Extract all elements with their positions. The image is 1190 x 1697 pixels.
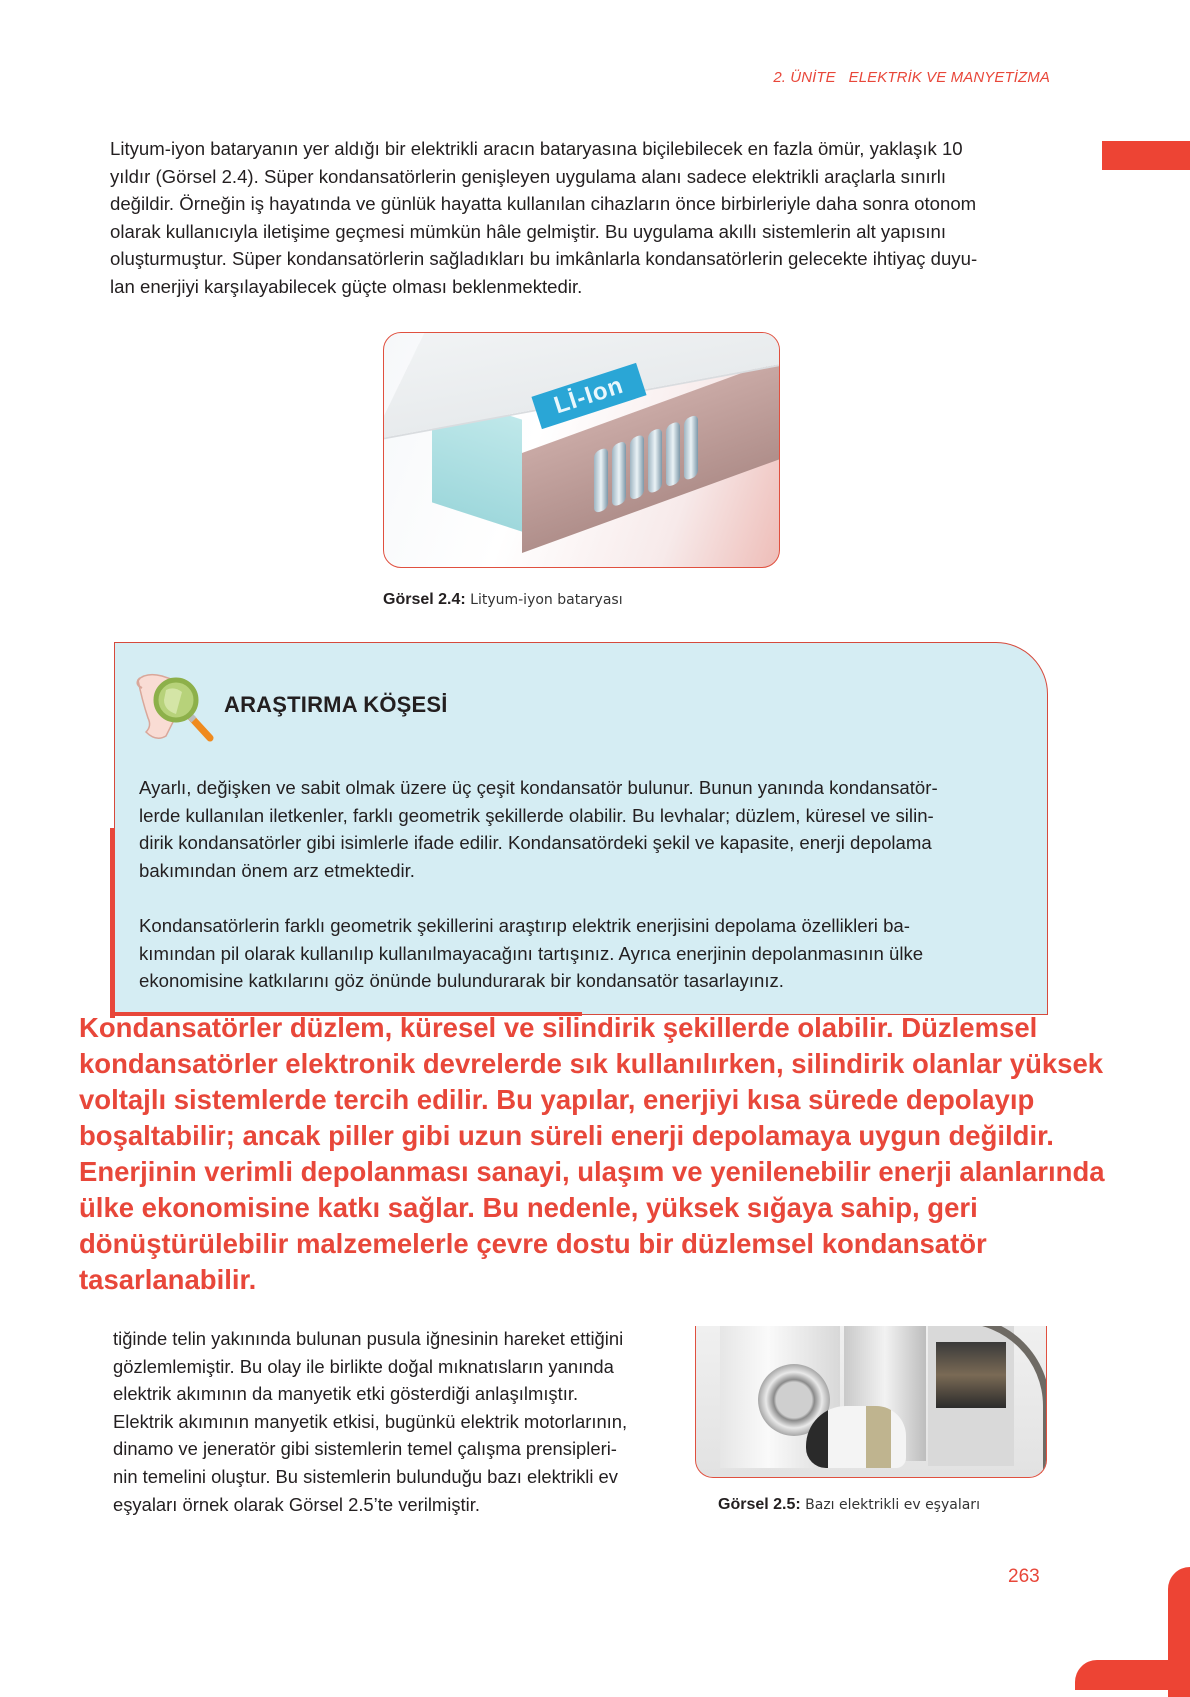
text-line: Lityum-iyon bataryanın yer aldığı bir elektrikli aracın bataryasına biçilebilecek en fazla ömür, yaklaşık 10	[110, 138, 963, 159]
home-appliances-image	[695, 1326, 1047, 1478]
text-line: kımından pil olarak kullanılıp kullanılmayacağını tartışınız. Ayrıca enerjinin depolanmasının ülke	[139, 942, 924, 964]
text-line: lerde kullanılan iletkenler, farklı geometrik şekillerde olabilir. Bu levhalar; düzlem, küresel ve silin-	[139, 804, 934, 826]
research-paragraph-1	[139, 774, 1039, 884]
answer-line: Enerjinin verimli depolanması sanayi, ulaşım ve yenilenebilir enerji alanlarında	[79, 1156, 1105, 1187]
text-line: tiğinde telin yakınında bulunan pusula iğnesinin hareket ettiğini	[113, 1328, 624, 1349]
running-head: 2. ÜNİTE ELEKTRİK VE MANYETİZMA	[773, 69, 1050, 86]
answer-line: ülke ekonomisine katkı sağlar. Bu nedenle, yüksek sığaya sahip, geri	[79, 1192, 978, 1223]
text-line: eşyaları örnek olarak Görsel 2.5’te verilmiştir.	[113, 1493, 480, 1515]
answer-line: dönüştürülebilir malzemelerle çevre dostu bir düzlemsel kondansatör	[79, 1228, 987, 1259]
text-line: değildir. Örneğin iş hayatında ve günlük hayatta kullanılan cihazların önce birbirleriyle daha sonra otonom	[110, 193, 977, 214]
caption-number: Görsel 2.4:	[383, 591, 466, 608]
research-corner-title: ARAŞTIRMA KÖŞESİ	[224, 692, 448, 717]
text-line: ekonomisine katkılarını göz önünde bulundurarak bir kondansatör tasarlayınız.	[139, 970, 784, 991]
page-number: 263	[1008, 1566, 1040, 1587]
lower-paragraph	[113, 1325, 683, 1518]
magnifier-scroll-icon	[132, 670, 218, 744]
answer-line: boşaltabilir; ancak piller gibi uzun süreli enerji depolamaya uygun değildir.	[79, 1120, 1054, 1151]
text-line: olarak kullanıcıyla iletişime geçmesi mümkün hâle gelmiştir. Bu uygulama akıllı sistemlerin alt yapısını	[110, 220, 947, 242]
text-line: nin temelini oluştur. Bu sistemlerin bulunduğu bazı elektrikli ev	[113, 1465, 618, 1487]
intro-paragraph	[110, 135, 1050, 300]
figure-caption	[718, 1496, 980, 1514]
text-line: gözlemlemiştir. Bu olay ile birlikte doğal mıknatısların yanında	[113, 1355, 614, 1377]
text-line: bakımından önem arz etmektedir.	[139, 859, 415, 881]
caption-text: Lityum-iyon bataryası	[465, 592, 623, 608]
answer-line: kondansatörler elektronik devrelerde sık kullanılırken, silindirik olanlar yüksek	[79, 1048, 1104, 1079]
corner-decoration	[1075, 1660, 1190, 1690]
text-line: yıldır (Görsel 2.4). Süper kondansatörlerin genişleyen uygulama alanı sadece elektrikli araçlarla sınırlı	[110, 165, 947, 187]
research-paragraph-2	[139, 912, 1039, 995]
vacuum-cleaner	[806, 1406, 906, 1468]
vacuum-hose	[896, 1326, 1047, 1478]
figure-caption	[383, 591, 623, 609]
text-line: elektrik akımının da manyetik etki gösterdiği anlaşılmıştır.	[113, 1383, 579, 1405]
text-line: dirik kondansatörler gibi isimlerle ifade edilir. Kondansatördeki şekil ve kapasite, enerji depolama	[139, 832, 932, 853]
li-ion-label: Lİ-Ion	[531, 363, 646, 429]
caption-number: Görsel 2.5:	[718, 1496, 801, 1513]
lithium-ion-battery-image	[383, 332, 780, 568]
caption-text: Bazı elektrikli ev eşyaları	[800, 1497, 980, 1513]
text-line: Elektrik akımının manyetik etkisi, bugünkü elektrik motorlarının,	[113, 1410, 628, 1432]
answer-overlay-text	[79, 1010, 1179, 1298]
answer-line: voltajlı sistemlerde tercih edilir. Bu yapılar, enerjiyi kısa sürede depolayıp	[79, 1084, 1035, 1115]
text-line: Kondansatörlerin farklı geometrik şekillerini araştırıp elektrik enerjisini depolama özellikleri ba-	[139, 915, 910, 936]
side-tab-marker	[1102, 141, 1190, 170]
research-accent-bar	[110, 828, 115, 1018]
answer-line: Kondansatörler düzlem, küresel ve silindirik şekillerde olabilir. Düzlemsel	[79, 1012, 1038, 1043]
text-line: oluşturmuştur. Süper kondansatörlerin sağladıkları bu imkânlarla kondansatörlerin gelecekte ihtiyaç duyu-	[110, 248, 978, 269]
text-line: Ayarlı, değişken ve sabit olmak üzere üç çeşit kondansatör bulunur. Bunun yanında kondansatör-	[139, 777, 938, 798]
text-line: lan enerjiyi karşılayabilecek güçte olması beklenmektedir.	[110, 275, 583, 297]
text-line: dinamo ve jeneratör gibi sistemlerin temel çalışma prensipleri-	[113, 1438, 617, 1460]
answer-line: tasarlanabilir.	[79, 1264, 257, 1295]
